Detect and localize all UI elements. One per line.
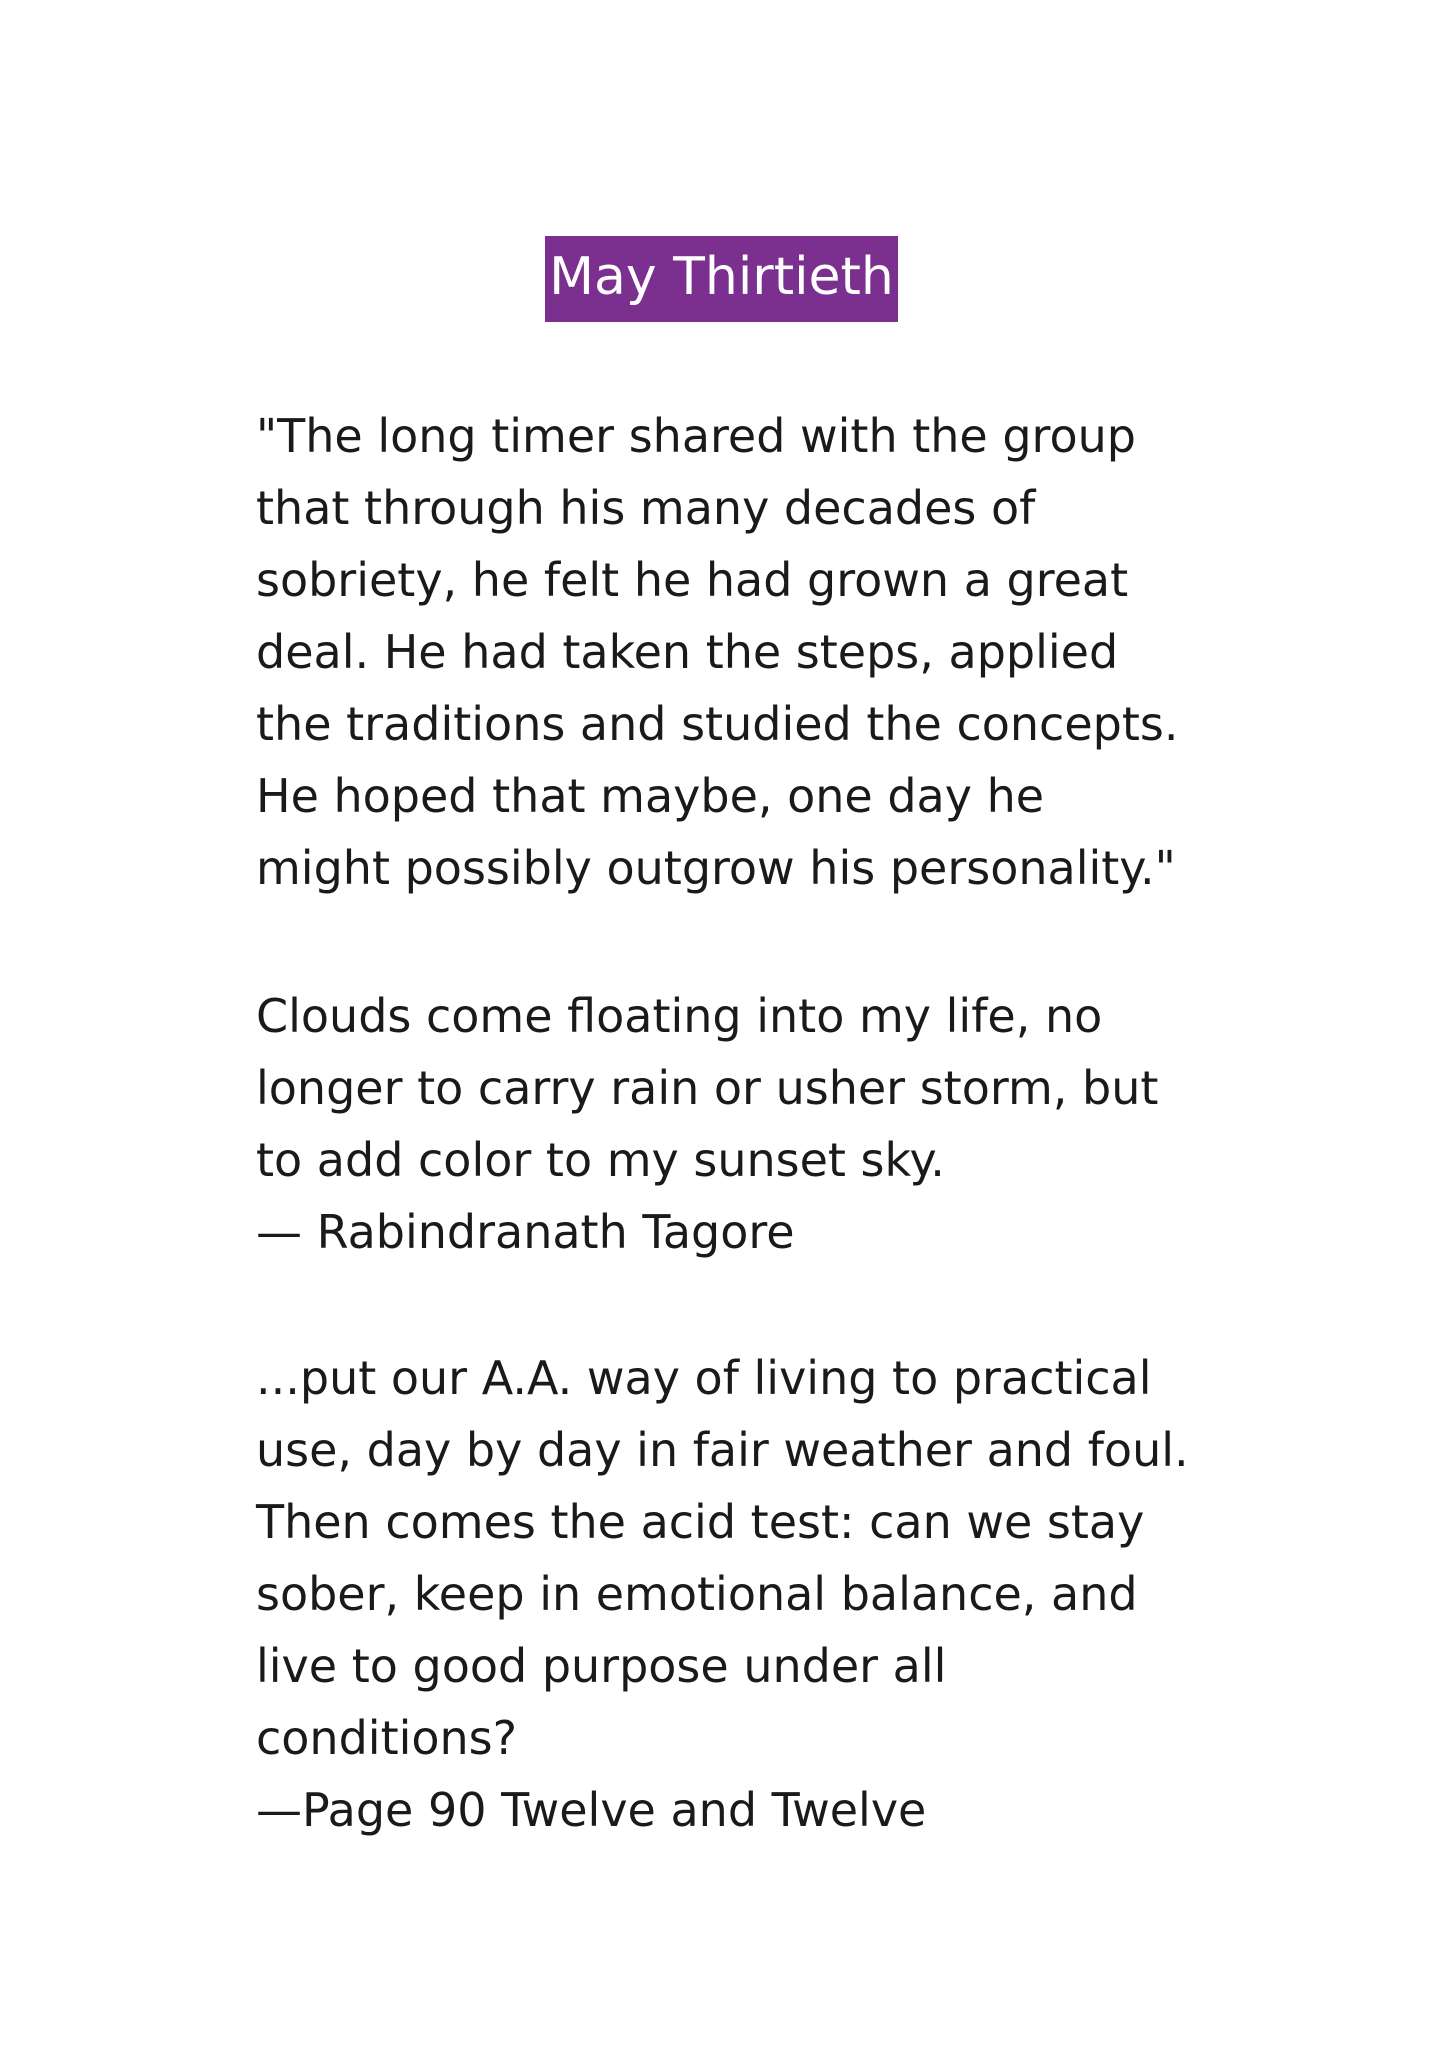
quote-line: longer to carry rain or usher storm, but <box>256 1061 1159 1115</box>
page-title: May Thirtieth <box>545 236 898 322</box>
twelve-and-twelve-reading <box>256 1342 1256 1846</box>
quote-line: to add color to my sunset sky. <box>256 1133 945 1187</box>
reading-line: Then comes the acid test: can we stay <box>256 1495 1145 1549</box>
quote-line: Clouds come floating into my life, no <box>256 989 1103 1043</box>
reading-line: sober, keep in emotional balance, and <box>256 1567 1138 1621</box>
reading-line: ...put our A.A. way of living to practical <box>256 1351 1152 1405</box>
reflection-line: He hoped that maybe, one day he <box>256 769 1045 823</box>
reading-attribution: —Page 90 Twelve and Twelve <box>256 1783 927 1837</box>
reflection-line: that through his many decades of <box>256 481 1036 535</box>
reflection-line: the traditions and studied the concepts. <box>256 697 1179 751</box>
reflection-line: sobriety, he felt he had grown a great <box>256 553 1129 607</box>
reflection-line: "The long timer shared with the group <box>256 409 1136 463</box>
reading-line: use, day by day in fair weather and foul. <box>256 1423 1189 1477</box>
reflection-line: might possibly outgrow his personality." <box>256 841 1176 895</box>
quote-attribution: — Rabindranath Tagore <box>256 1205 795 1259</box>
reflection-line: deal. He had taken the steps, applied <box>256 625 1119 679</box>
title-container <box>0 236 1443 322</box>
reading-line: conditions? <box>256 1711 518 1765</box>
tagore-quote <box>256 980 1256 1268</box>
reading-line: live to good purpose under all <box>256 1639 947 1693</box>
reflection-paragraph <box>256 400 1256 904</box>
